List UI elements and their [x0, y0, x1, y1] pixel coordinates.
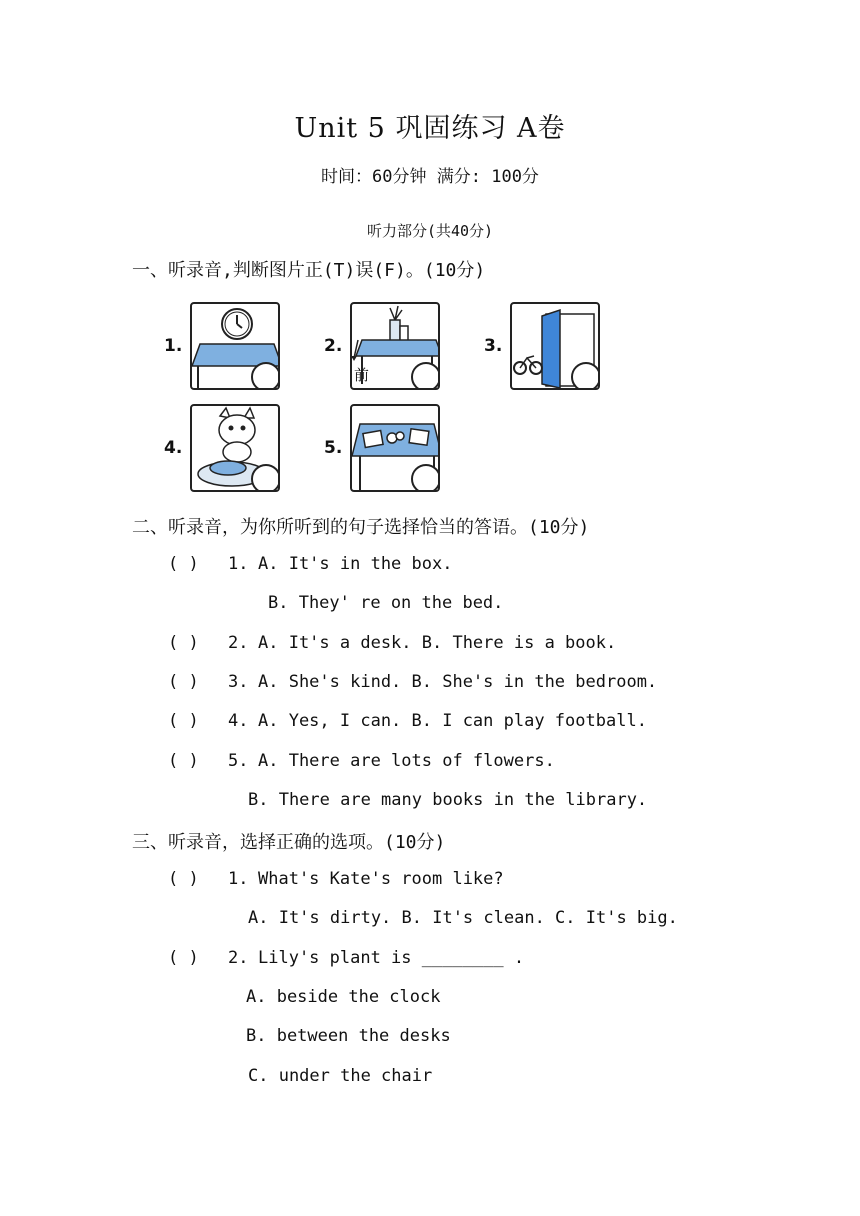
picture-number-3: 3. [484, 336, 503, 356]
photos-on-table-icon [350, 404, 440, 492]
q2-1-option-b: B. They' re on the bed. [268, 593, 504, 613]
q3-2-option-c: C. under the chair [248, 1066, 433, 1086]
plant-on-table-icon [350, 302, 440, 390]
answer-blank[interactable]: ( ) [168, 554, 199, 574]
part-label: 听力部分(共40分) [366, 222, 494, 240]
q2-5-option-a: A. There are lots of flowers. [258, 751, 555, 771]
q2-1-option-a: A. It's in the box. [258, 554, 453, 574]
answer-blank[interactable]: ( ) [168, 751, 199, 771]
bike-behind-door-icon [510, 302, 600, 390]
q3-1-options: A. It's dirty. B. It's clean. C. It's big. [248, 908, 678, 928]
q2-2-number: 2. [228, 633, 249, 653]
answer-blank[interactable]: ( ) [168, 869, 199, 889]
q2-3-number: 3. [228, 672, 249, 692]
q3-2-question: Lily's plant is ________ . [258, 948, 525, 968]
q3-2-option-b: B. between the desks [246, 1026, 451, 1046]
q2-3-options: A. She's kind. B. She's in the bedroom. [258, 672, 658, 692]
answer-blank[interactable]: ( ) [168, 711, 199, 731]
q2-5-number: 5. [228, 751, 249, 771]
q2-1-number: 1. [228, 554, 249, 574]
q3-1-question: What's Kate's room like? [258, 869, 504, 889]
section2-heading: 二、听录音，为你所听到的句子选择恰当的答语。(10分) [132, 517, 590, 538]
picture-number-1: 1. [164, 336, 183, 356]
clock-above-table-icon [190, 302, 280, 390]
picture-number-4: 4. [164, 438, 183, 458]
cat-with-fish-icon [190, 404, 280, 492]
section1-heading: 一、听录音,判断图片正(T)误(F)。(10分) [132, 260, 486, 281]
exam-meta: 时间：60分钟 满分: 100分 [321, 167, 539, 187]
answer-blank[interactable]: ( ) [168, 948, 199, 968]
front-label: 前 [354, 366, 370, 384]
q3-1-number: 1. [228, 869, 249, 889]
q2-4-options: A. Yes, I can. B. I can play football. [258, 711, 647, 731]
q2-2-options: A. It's a desk. B. There is a book. [258, 633, 617, 653]
q3-2-option-a: A. beside the clock [246, 987, 441, 1007]
answer-blank[interactable]: ( ) [168, 633, 199, 653]
page-title: Unit 5 巩固练习 A卷 [294, 113, 566, 144]
q2-4-number: 4. [228, 711, 249, 731]
picture-number-2: 2. [324, 336, 343, 356]
q2-5-option-b: B. There are many books in the library. [248, 790, 648, 810]
picture-number-5: 5. [324, 438, 343, 458]
answer-blank[interactable]: ( ) [168, 672, 199, 692]
section3-heading: 三、听录音，选择正确的选项。(10分) [132, 832, 446, 853]
q3-2-number: 2. [228, 948, 249, 968]
